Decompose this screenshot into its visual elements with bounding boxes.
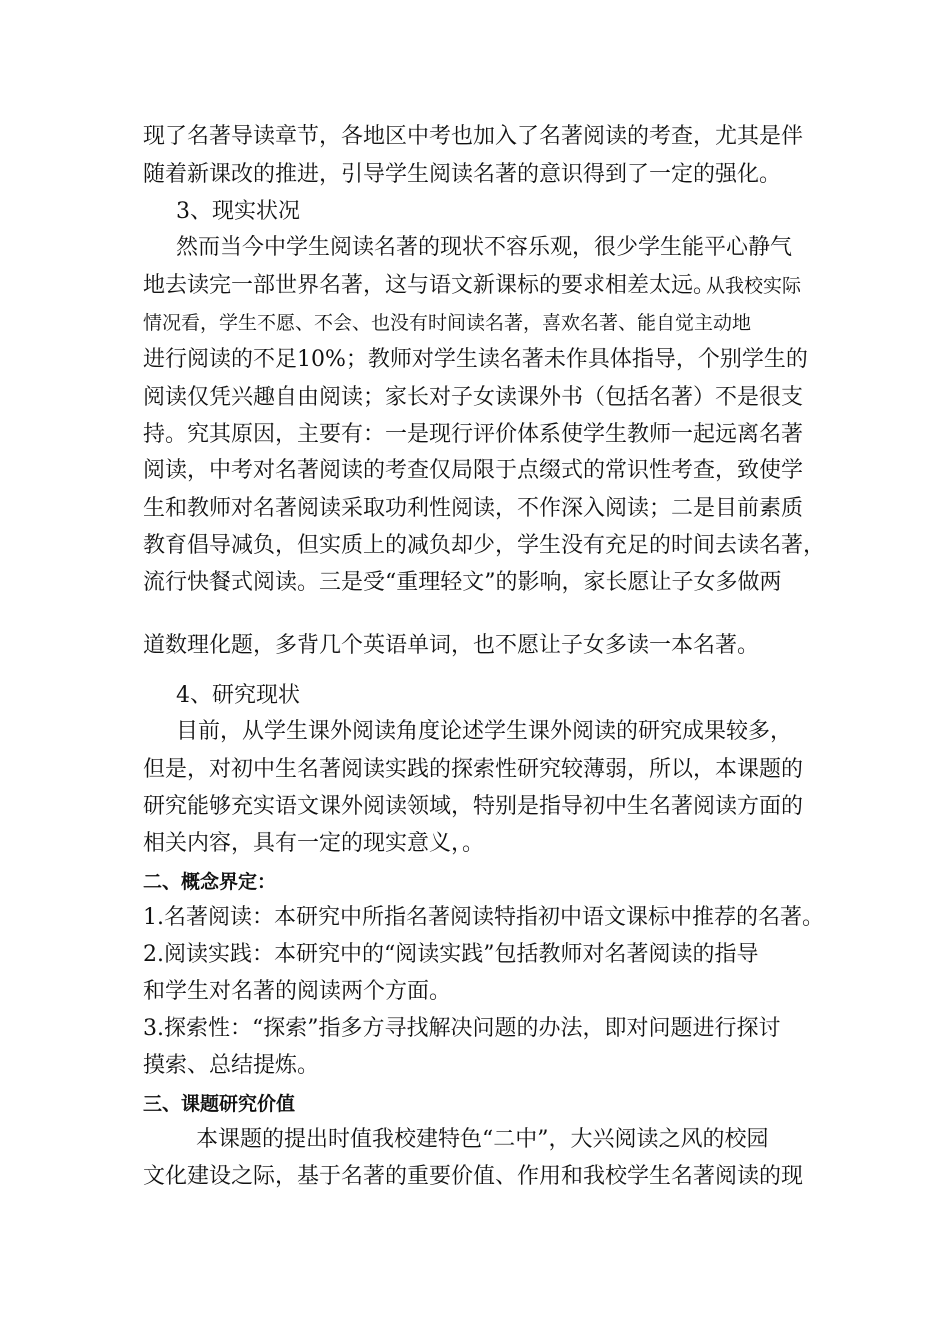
paragraph-line: 相关内容，具有一定的现实意义，。 (143, 831, 485, 856)
paragraph-line: 进行阅读的不足10%；教师对学生读名著未作具体指导，个别学生的 (143, 347, 808, 372)
section-heading-value: 三、课题研究价值 (143, 1093, 296, 1115)
paragraph-line: 情况看，学生不愿、不会、也没有时间读名著，喜欢名著、能自觉主动地 (143, 312, 752, 334)
section-heading-research-status: 4、研究现状 (176, 683, 300, 708)
paragraph-line: 文化建设之际，基于名著的重要价值、作用和我校学生名著阅读的现 (143, 1164, 804, 1189)
paragraph-line: 阅读仅凭兴趣自由阅读；家长对子女读课外书（包括名著）不是很支 (143, 385, 804, 410)
paragraph-line: 研究能够充实语文课外阅读领域，特别是指导初中生名著阅读方面的 (143, 794, 804, 819)
list-item-continued: 和学生对名著的阅读两个方面。 (143, 979, 452, 1004)
list-item-continued: 摸索、总结提炼。 (143, 1053, 320, 1078)
paragraph-line: 阅读，中考对名著阅读的考查仅局限于点缀式的常识性考查，致使学 (143, 458, 804, 483)
list-item: 3.探索性：“探索”指多方寻找解决问题的办法，即对问题进行探讨 (143, 1016, 781, 1041)
paragraph-line: 生和教师对名著阅读采取功利性阅读，不作深入阅读；二是目前素质 (143, 496, 804, 521)
list-item: 1.名著阅读：本研究中所指名著阅读特指初中语文课标中推荐的名著。 (143, 905, 824, 930)
section-heading-concepts: 二、概念界定： (143, 871, 277, 893)
paragraph-line: 本课题的提出时值我校建特色“二中”，大兴阅读之风的校园 (196, 1127, 769, 1152)
paragraph-line: 道数理化题，多背几个英语单词，也不愿让子女多读一本名著。 (143, 633, 760, 658)
paragraph-line: 教育倡导减负，但实质上的减负却少，学生没有充足的时间去读名著， (143, 533, 826, 558)
paragraph-line: 目前，从学生课外阅读角度论述学生课外阅读的研究成果较多， (176, 719, 793, 744)
paragraph-line-fragment: 从我校实际 (706, 275, 802, 297)
paragraph-line: 持。究其原因，主要有：一是现行评价体系使学生教师一起远离名著 (143, 422, 804, 447)
paragraph-line: 地去读完一部世界名著，这与语文新课标的要求相差太远。 (143, 273, 716, 298)
paragraph-line: 但是，对初中生名著阅读实践的探索性研究较薄弱，所以，本课题的 (143, 757, 804, 782)
section-heading-reality: 3、现实状况 (176, 199, 300, 224)
list-item: 2.阅读实践：本研究中的“阅读实践”包括教师对名著阅读的指导 (143, 942, 759, 967)
paragraph-line: 流行快餐式阅读。三是受“重理轻文”的影响，家长愿让子女多做两 (143, 570, 782, 595)
paragraph-line: 然而当今中学生阅读名著的现状不容乐观，很少学生能平心静气 (176, 235, 793, 260)
paragraph-line: 随着新课改的推进，引导学生阅读名著的意识得到了一定的强化。 (143, 162, 782, 187)
paragraph-line: 现了名著导读章节，各地区中考也加入了名著阅读的考查，尤其是伴 (143, 124, 804, 149)
